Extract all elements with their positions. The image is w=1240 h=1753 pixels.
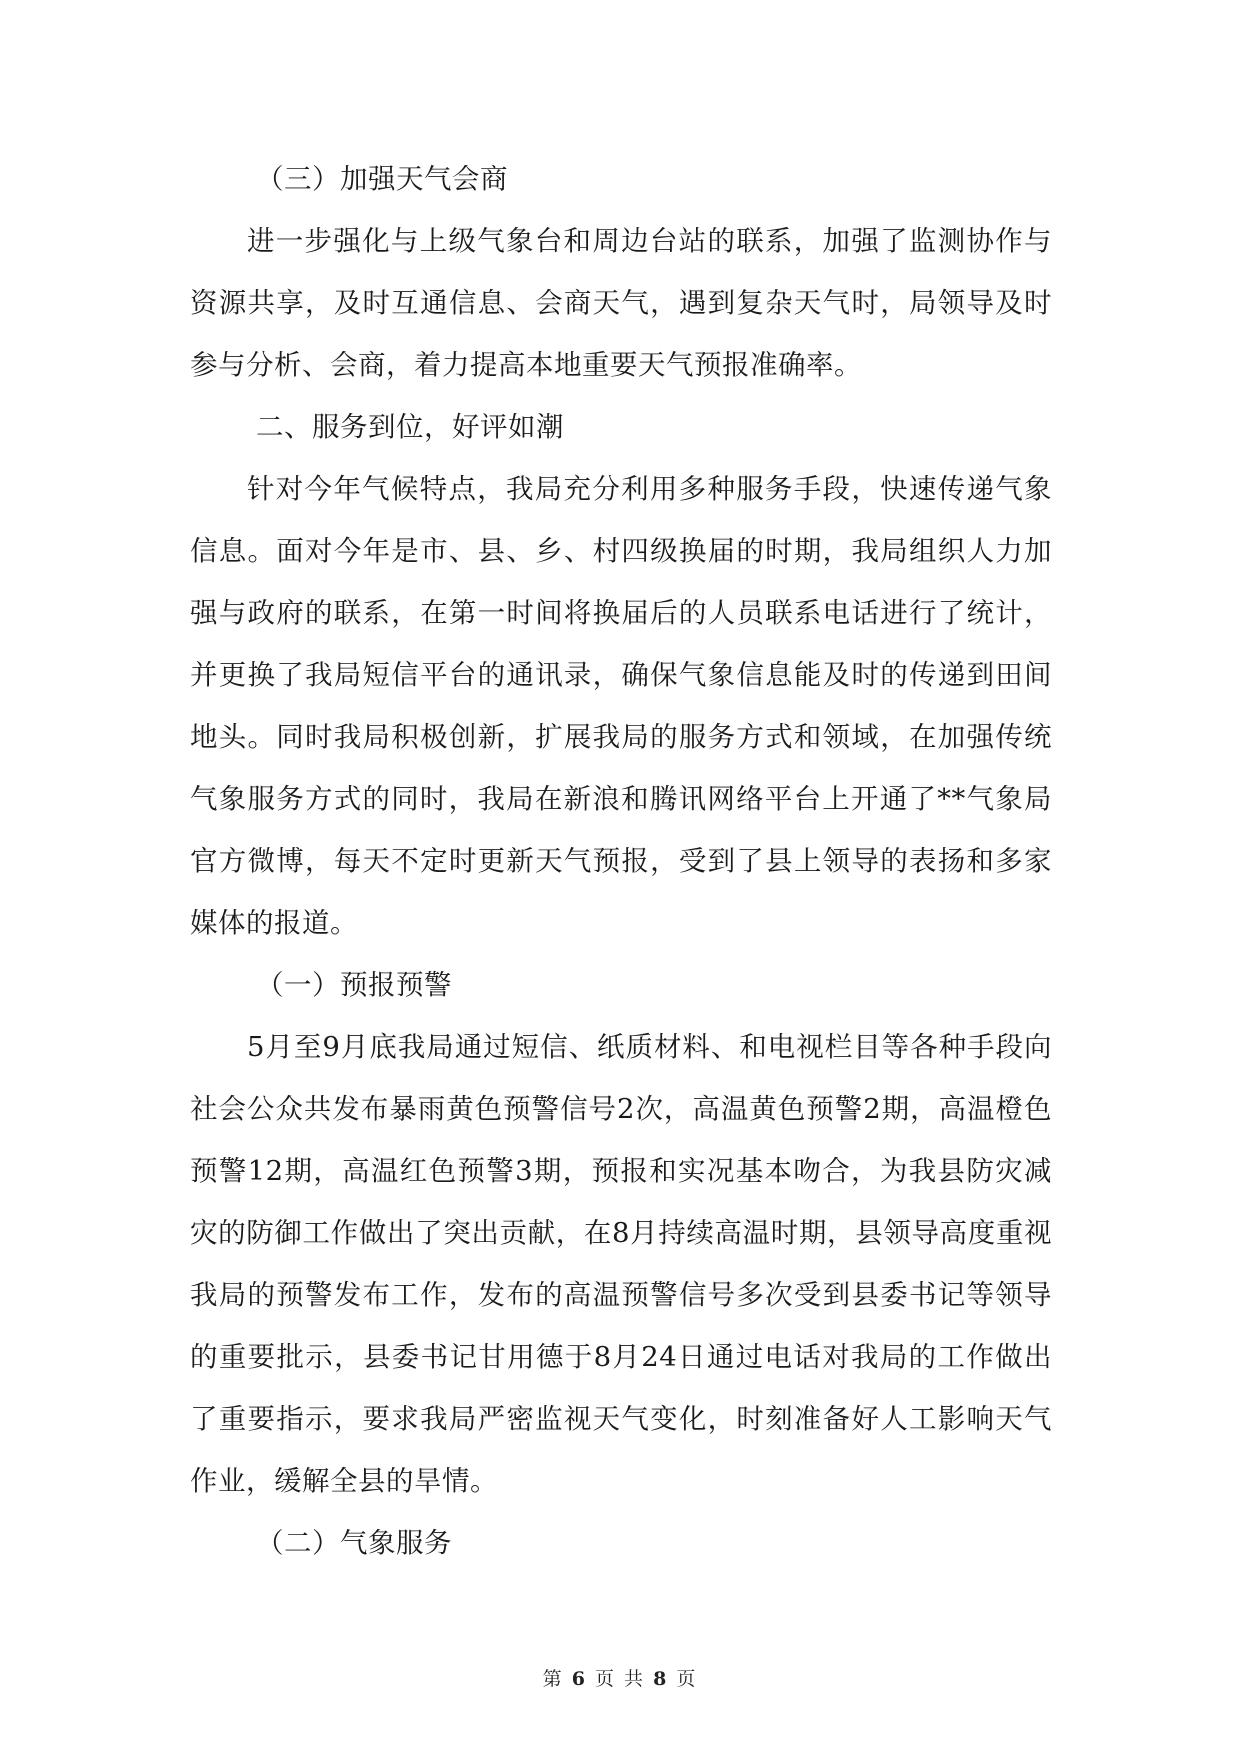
section-heading-meteorological-service: （二）气象服务 [256, 1527, 452, 1559]
footer-middle: 页 共 [594, 1668, 646, 1690]
paragraph-service: 针对今年气候特点，我局充分利用多种服务手段，快速传递气象信息。面对今年是市、县、乡、村四级换届的时期，我局组织人力加强与政府的联系，在第一时间将换届后的人员联系电话进行了统计，并更换了我局短信平台的通讯录，确保气象信息能及时的传递到田间地头。同时我局积极创新，扩展我局的服务方式和领域，在加强传统气象服务方式的同时，我局在新浪和腾讯网络平台上开通了**气象局官方微博，每天不定时更新天气预报，受到了县上领导的表扬和多家媒体的报道。 [190, 473, 1052, 939]
footer-prefix: 第 [542, 1668, 564, 1690]
section-heading-forecast-warning: （一）预报预警 [256, 969, 452, 1001]
footer-page-current: 6 [571, 1668, 587, 1690]
footer-suffix: 页 [676, 1668, 698, 1690]
footer-page-total: 8 [653, 1668, 669, 1690]
section-heading-service: 二、服务到位，好评如潮 [256, 411, 564, 443]
paragraph-forecast-warning: 5月至9月底我局通过短信、纸质材料、和电视栏目等各种手段向社会公众共发布暴雨黄色预警信号2次，高温黄色预警2期，高温橙色预警12期，高温红色预警3期，预报和实况基本吻合，为我县防灾减灾的防御工作做出了突出贡献，在8月持续高温时期，县领导高度重视我局的预警发布工作，发布的高温预警信号多次受到县委书记等领导的重要批示，县委书记甘用德于8月24日通过电话对我局的工作做出了重要指示，要求我局严密监视天气变化，时刻准备好人工影响天气作业，缓解全县的旱情。 [190, 1031, 1052, 1497]
page-footer [0, 1664, 1240, 1691]
section-heading-strengthen-consultation: （三）加强天气会商 [256, 163, 508, 195]
paragraph-consultation: 进一步强化与上级气象台和周边台站的联系，加强了监测协作与资源共享，及时互通信息、会商天气，遇到复杂天气时，局领导及时参与分析、会商，着力提高本地重要天气预报准确率。 [190, 225, 1052, 381]
document-body [190, 148, 1052, 1574]
